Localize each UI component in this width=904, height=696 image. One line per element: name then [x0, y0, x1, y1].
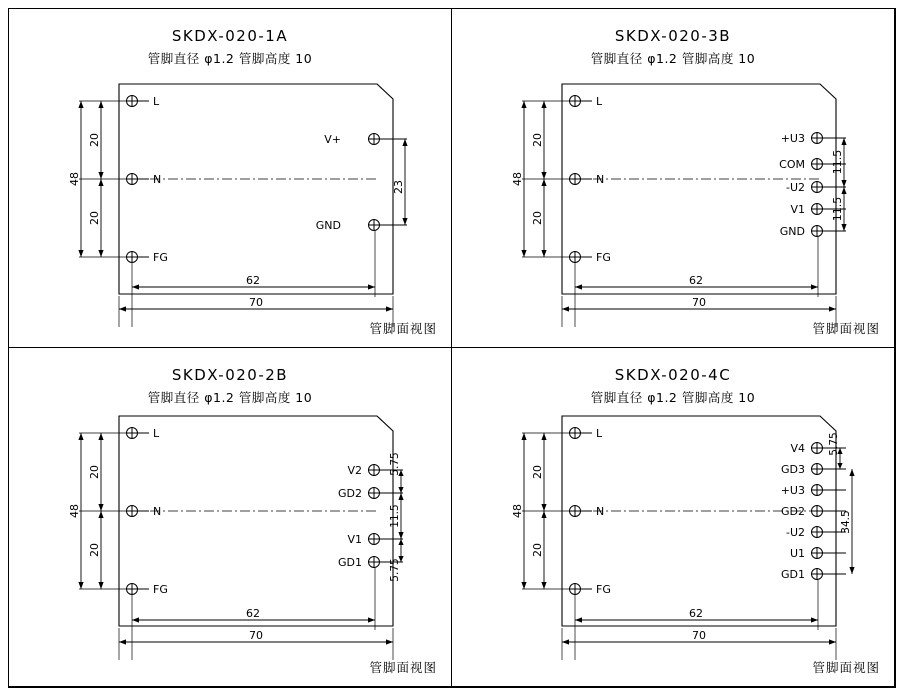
panel-title: SKDX-020-1A: [171, 27, 289, 45]
pin-label: GD1: [338, 556, 362, 569]
panel-footnote: 管脚面视图: [812, 660, 880, 675]
dimension-label: 11.5: [831, 149, 844, 175]
dimension-label: 48: [68, 504, 81, 518]
pin-label: GD3: [781, 463, 805, 476]
dimension-label: 20: [88, 465, 101, 479]
pin-label: N: [596, 173, 605, 186]
panel-drawing: [452, 9, 894, 347]
panel-subtitle: 管脚直径 φ1.2 管脚高度 10: [590, 390, 756, 405]
panel-drawing: [9, 348, 451, 686]
panel-title: SKDX-020-2B: [171, 366, 289, 384]
pin-label: N: [596, 505, 605, 518]
dimension-label: 48: [68, 172, 81, 186]
pin-label: U1: [789, 547, 805, 560]
pin-label: V1: [790, 203, 805, 216]
panel-skdx-020-4c: [451, 347, 895, 687]
pin-label: +U3: [780, 484, 805, 497]
panel-subtitle: 管脚直径 φ1.2 管脚高度 10: [147, 51, 313, 66]
panel-title: SKDX-020-4C: [614, 366, 732, 384]
pin-label: L: [153, 427, 160, 440]
dimension-label: 62: [689, 607, 703, 620]
dimension-label: 5.75: [389, 558, 401, 582]
pin-label: V1: [347, 533, 362, 546]
pin-label: GD2: [781, 505, 805, 518]
panel-drawing: [452, 348, 894, 686]
dimension-label: 23: [392, 180, 405, 194]
pin-label: L: [596, 427, 603, 440]
dimension-label: 20: [531, 211, 544, 225]
panel-drawing: [9, 9, 451, 347]
dimension-label: 70: [692, 296, 706, 309]
panel-grid: [8, 8, 896, 688]
pin-label: -U2: [785, 526, 805, 539]
pin-label: FG: [153, 251, 168, 264]
pin-label: GND: [315, 219, 341, 232]
dimension-label: 20: [531, 133, 544, 147]
dimension-label: 62: [246, 274, 260, 287]
pin-label: V2: [347, 464, 362, 477]
pin-label: FG: [596, 251, 611, 264]
panel-footnote: 管脚面视图: [369, 660, 437, 675]
dimension-label: 70: [692, 629, 706, 642]
pin-label: FG: [153, 583, 168, 596]
pin-label: COM: [779, 158, 805, 171]
pin-label: V+: [324, 133, 341, 146]
dimension-label: 5.75: [389, 452, 401, 476]
pin-label: L: [596, 95, 603, 108]
pin-label: GND: [779, 225, 805, 238]
dimension-label: 20: [88, 543, 101, 557]
pin-label: L: [153, 95, 160, 108]
dimension-label: 20: [88, 133, 101, 147]
pin-label: V4: [790, 442, 805, 455]
panel-subtitle: 管脚直径 φ1.2 管脚高度 10: [590, 51, 756, 66]
pin-label: N: [153, 173, 162, 186]
pin-label: +U3: [780, 132, 805, 145]
dimension-label: 5.75: [828, 432, 840, 456]
panel-skdx-020-3b: [451, 8, 895, 348]
dimension-label: 62: [246, 607, 260, 620]
pin-label: GD2: [338, 487, 362, 500]
dimension-label: 48: [511, 172, 524, 186]
pin-label: N: [153, 505, 162, 518]
panel-subtitle: 管脚直径 φ1.2 管脚高度 10: [147, 390, 313, 405]
pin-label: GD1: [781, 568, 805, 581]
dimension-label: 20: [531, 543, 544, 557]
dimension-label: 62: [689, 274, 703, 287]
pin-label: -U2: [785, 181, 805, 194]
dimension-label: 70: [249, 296, 263, 309]
panel-skdx-020-1a: [8, 8, 452, 348]
dimension-label: 11.5: [389, 504, 401, 528]
dimension-label: 48: [511, 504, 524, 518]
panel-footnote: 管脚面视图: [812, 321, 880, 336]
pin-label: FG: [596, 583, 611, 596]
dimension-label: 20: [531, 465, 544, 479]
panel-skdx-020-2b: [8, 347, 452, 687]
dimension-label: 34.5: [840, 510, 852, 534]
dimension-label: 11.5: [831, 196, 844, 222]
panel-footnote: 管脚面视图: [369, 321, 437, 336]
dimension-label: 20: [88, 211, 101, 225]
panel-title: SKDX-020-3B: [614, 27, 732, 45]
dimension-label: 70: [249, 629, 263, 642]
